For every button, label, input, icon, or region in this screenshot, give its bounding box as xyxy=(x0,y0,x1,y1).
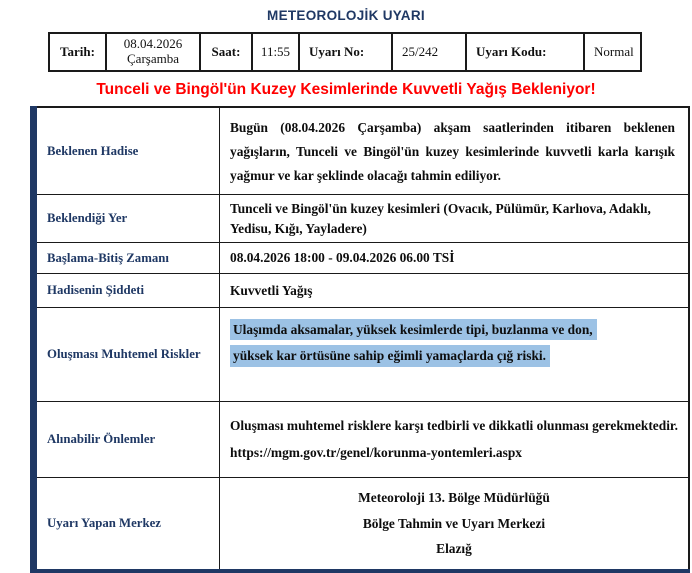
possible-risks-value xyxy=(220,308,690,402)
issuing-center-value xyxy=(220,478,690,572)
date-value-day: Çarşamba xyxy=(127,51,179,66)
warning-code-value: Normal xyxy=(584,33,641,71)
event-severity-label: Hadisenin Şiddeti xyxy=(34,274,220,308)
row-possible-risks xyxy=(34,308,690,402)
row-start-end-time xyxy=(34,243,690,274)
page-title: METEOROLOJİK UYARI xyxy=(267,8,425,23)
possible-risks-highlight-line1: Ulaşımda aksamalar, yüksek kesimlerde tipi, buzlanma ve don, xyxy=(230,319,597,340)
date-value xyxy=(106,33,200,71)
precautions-value xyxy=(220,402,690,478)
row-precautions xyxy=(34,402,690,478)
warning-no-value: 25/242 xyxy=(392,33,466,71)
issuing-center-line3: Elazığ xyxy=(436,541,472,557)
expected-event-label: Beklenen Hadise xyxy=(34,107,220,195)
time-value: 11:55 xyxy=(252,33,299,71)
row-issuing-center xyxy=(34,478,690,572)
expected-location-value: Tunceli ve Bingöl'ün kuzey kesimleri (Ovacık, Pülümür, Karlıova, Adaklı, Yedisu, Kığı, Yayladere) xyxy=(220,195,690,243)
warning-no-label: Uyarı No: xyxy=(299,33,392,71)
expected-event-value: Bugün (08.04.2026 Çarşamba) akşam saatlerinden itibaren beklenen yağışların, Tunceli ve Bingöl'ün kuzey kesimlerinde kuvvetli karla karışık yağmur ve kar şeklinde olacağı tahmin ediliyor. xyxy=(220,107,690,195)
start-end-time-value: 08.04.2026 18:00 - 09.04.2026 06.00 TSİ xyxy=(220,243,690,274)
header-meta-row xyxy=(49,33,641,71)
warning-headline: Tunceli ve Bingöl'ün Kuzey Kesimlerinde Kuvvetli Yağış Bekleniyor! xyxy=(96,81,596,98)
start-end-time-label: Başlama-Bitiş Zamanı xyxy=(34,243,220,274)
issuing-center-line2: Bölge Tahmin ve Uyarı Merkezi xyxy=(362,515,546,531)
possible-risks-highlight-line2: yüksek kar örtüsüne sahip eğimli yamaçlarda çığ riski. xyxy=(230,345,550,366)
row-event-severity xyxy=(34,274,690,308)
warning-detail-table xyxy=(30,106,690,573)
expected-location-label: Beklendiği Yer xyxy=(34,195,220,243)
row-expected-event xyxy=(34,107,690,195)
protection-methods-link[interactable]: https://mgm.gov.tr/genel/korunma-yontemleri.aspx xyxy=(230,444,522,460)
issuing-center-line1: Meteoroloji 13. Bölge Müdürlüğü xyxy=(358,490,550,506)
issuing-center-label: Uyarı Yapan Merkez xyxy=(34,478,220,572)
precautions-label: Alınabilir Önlemler xyxy=(34,402,220,478)
date-label: Tarih: xyxy=(49,33,106,71)
time-label: Saat: xyxy=(200,33,252,71)
event-severity-value: Kuvvetli Yağış xyxy=(220,274,690,308)
warning-code-label: Uyarı Kodu: xyxy=(466,33,584,71)
row-expected-location xyxy=(34,195,690,243)
date-value-date: 08.04.2026 xyxy=(123,36,183,52)
precautions-text: Oluşması muhtemel risklere karşı tedbirli ve dikkatli olunması gerekmektedir. xyxy=(230,418,678,434)
possible-risks-label: Oluşması Muhtemel Riskler xyxy=(34,308,220,402)
header-meta-table xyxy=(48,32,642,72)
